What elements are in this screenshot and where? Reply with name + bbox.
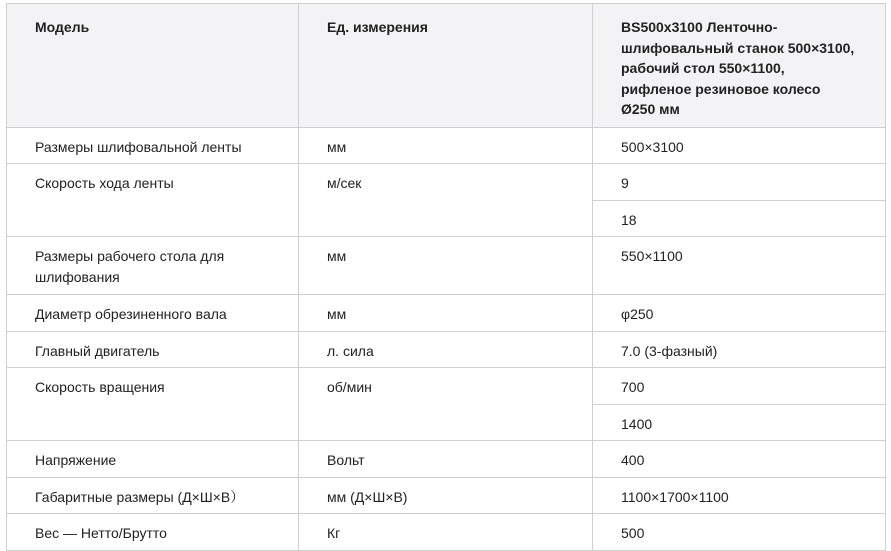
param-cell: Размеры рабочего стола для шлифования xyxy=(7,237,299,295)
param-cell: Скорость вращения xyxy=(7,368,299,441)
param-cell: Диаметр обрезиненного вала xyxy=(7,295,299,332)
param-cell: Габаритные размеры (Д×Ш×В） xyxy=(7,477,299,514)
param-cell: Напряжение xyxy=(7,441,299,478)
unit-cell: мм xyxy=(299,127,593,164)
param-cell: Размеры шлифовальной ленты xyxy=(7,127,299,164)
value-cell: 18 xyxy=(593,200,886,237)
table-row xyxy=(7,127,886,164)
unit-cell: л. сила xyxy=(299,331,593,368)
header-product: BS500x3100 Ленточно-шлифовальный станок 500×3100, рабочий стол 550×1100, рифленое резиновое колесо Ø250 мм xyxy=(593,4,886,128)
header-model: Модель xyxy=(7,4,299,128)
value-cell: φ250 xyxy=(593,295,886,332)
value-cell: 500 xyxy=(593,514,886,551)
value-cell: 1400 xyxy=(593,404,886,441)
unit-cell: мм xyxy=(299,237,593,295)
table-row xyxy=(7,237,886,295)
unit-cell: мм xyxy=(299,295,593,332)
value-cell: 1100×1700×1100 xyxy=(593,477,886,514)
spec-table xyxy=(6,3,886,551)
unit-cell: Вольт xyxy=(299,441,593,478)
table-row xyxy=(7,164,886,201)
table-header-row xyxy=(7,4,886,128)
param-cell: Вес — Нетто/Брутто xyxy=(7,514,299,551)
unit-cell: м/сек xyxy=(299,164,593,237)
header-unit: Ед. измерения xyxy=(299,4,593,128)
table-row xyxy=(7,441,886,478)
unit-cell: об/мин xyxy=(299,368,593,441)
unit-cell: Кг xyxy=(299,514,593,551)
table-row xyxy=(7,368,886,405)
table-row xyxy=(7,295,886,332)
value-cell: 400 xyxy=(593,441,886,478)
value-cell: 9 xyxy=(593,164,886,201)
value-cell: 700 xyxy=(593,368,886,405)
table-row xyxy=(7,514,886,551)
table-row xyxy=(7,477,886,514)
value-cell: 7.0 (3-фазный) xyxy=(593,331,886,368)
value-cell: 500×3100 xyxy=(593,127,886,164)
value-cell: 550×1100 xyxy=(593,237,886,295)
unit-cell: мм (Д×Ш×В) xyxy=(299,477,593,514)
table-row xyxy=(7,331,886,368)
param-cell: Скорость хода ленты xyxy=(7,164,299,237)
param-cell: Главный двигатель xyxy=(7,331,299,368)
